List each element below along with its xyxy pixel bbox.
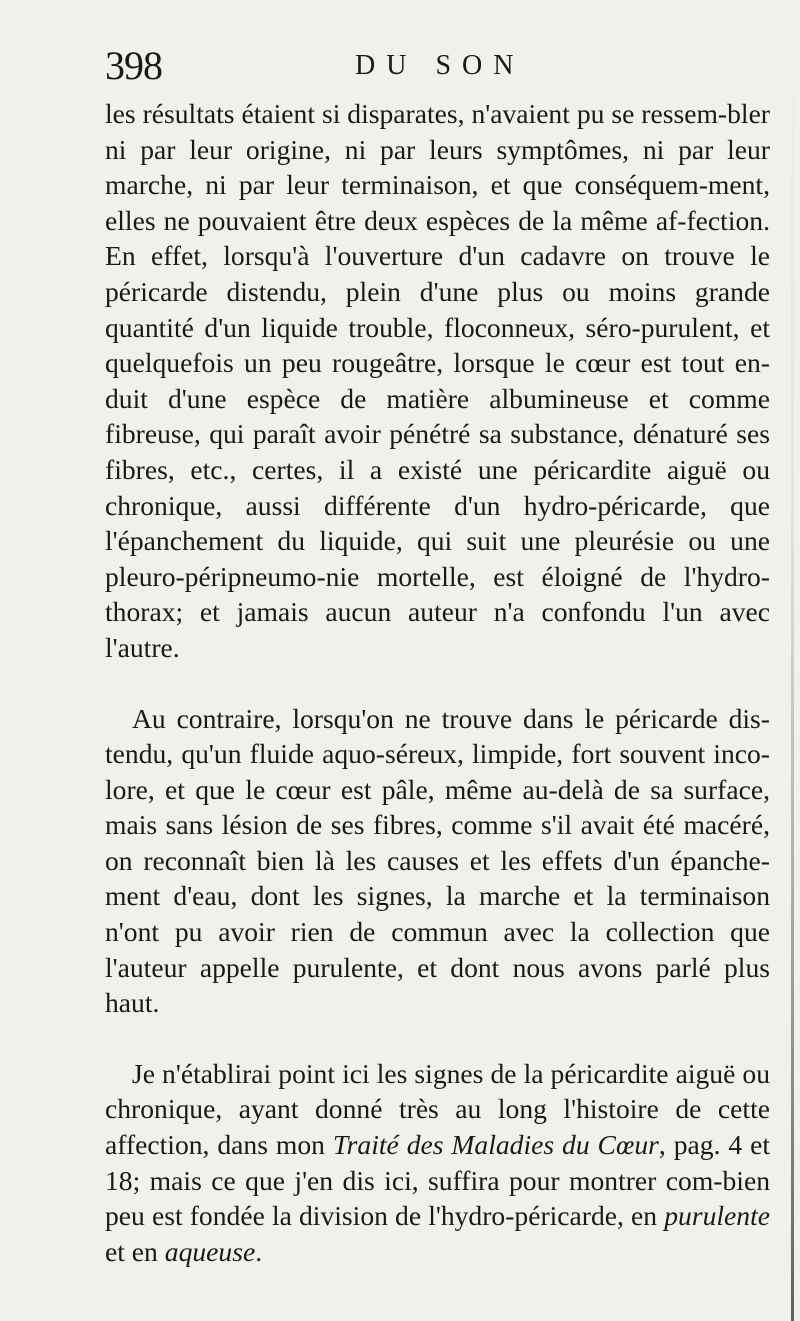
term-aqueuse-italic: aqueuse: [164, 1235, 256, 1267]
paragraph-2: Au contraire, lorsqu'on ne trouve dans le péricarde dis-tendu, qu'un fluide aquo-séreux, limpide, fort souvent inco-lore, et que le cœur est pâle, même au-delà de sa surface, mais sans lésion de ses fibres, comme s'il avait été macéré, on reconnaît bien là les causes et les effets d'un épanche-ment d'eau, dont les signes, la marche et la terminaison n'ont pu avoir rien de commun avec la collection que l'auteur appelle purulente, et dont nous avons parlé plus haut.: [105, 702, 770, 1019]
running-head: DU SON: [355, 50, 525, 81]
paragraph-3-text-d: .: [255, 1235, 263, 1267]
page-edge-shadow: [791, 0, 794, 1321]
page-number: 398: [105, 43, 162, 88]
book-title-italic: Traité des Maladies du Cœur: [332, 1129, 659, 1161]
body-text: [105, 96, 770, 1269]
page-header: [105, 42, 765, 94]
paragraph-3-text-b: , pag. 4 et 18; mais ce que j'en dis ici, suffira pour montrer com-bien peu est fondée la division de l'hydro-péricarde, en: [105, 1129, 771, 1232]
term-purulente-italic: purulente: [664, 1200, 770, 1232]
paragraph-1: les résultats étaient si disparates, n'avaient pu se ressem-bler ni par leur origine, ni par leurs symptômes, ni par leur marche, ni par leur terminaison, et que conséquem-ment, elles ne pouvaient être deux espèces de la même af-fection. En effet, lorsqu'à l'ouverture d'un cadavre on trouve le péricarde distendu, plein d'une plus ou moins grande quantité d'un liquide trouble, floconneux, séro-purulent, et quelquefois un peu rougeâtre, lorsque le cœur est tout en-duit d'une espèce de matière albumineuse et comme fibreuse, qui paraît avoir pénétré sa substance, dénaturé ses fibres, etc., certes, il a existé une péricardite aiguë ou chronique, aussi différente d'un hydro-péricarde, que l'épanchement du liquide, qui suit une pleurésie ou une pleuro-péripneumo-nie mortelle, est éloigné de l'hydro-thorax; et jamais aucun auteur n'a confondu l'un avec l'autre.: [105, 98, 770, 663]
paragraph-3: [105, 1056, 770, 1270]
paragraph-3-text-c: et en: [105, 1235, 165, 1267]
paragraph-3-text-a: Je n'établirai point ici les signes de la péricardite aiguë ou chronique, ayant donné très au long l'histoire de cette affection, dans mon: [105, 1057, 770, 1161]
